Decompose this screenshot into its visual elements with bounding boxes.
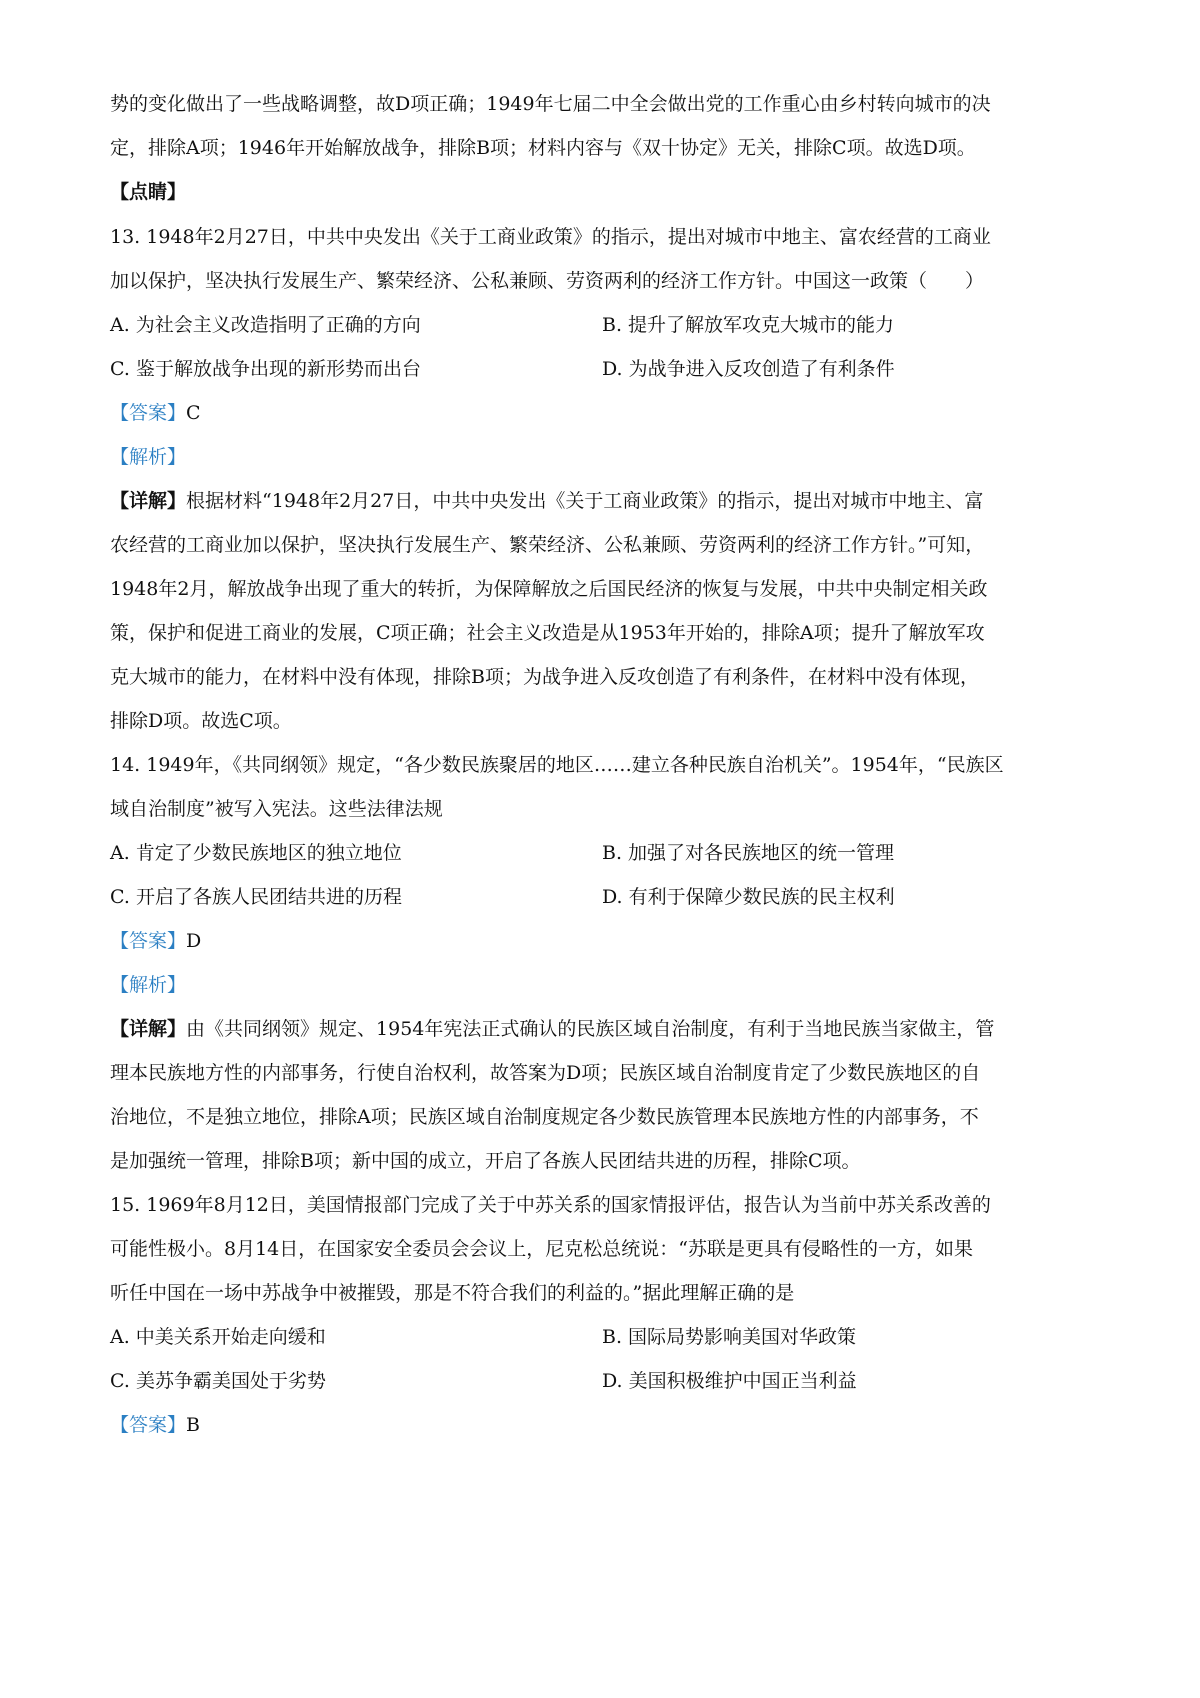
q13-detail-line: 排除D项。故选C项。 [110, 710, 292, 732]
answer-tag: 【答案】 [110, 402, 187, 424]
q13-stem-line: 加以保护，坚决执行发展生产、繁荣经济、公私兼顾、劳资两利的经济工作方针。中国这一政策（ ） [110, 270, 985, 292]
q15-stem-line: 15. 1969年8月12日，美国情报部门完成了关于中苏关系的国家情报评估，报告认为当前中苏关系改善的 [110, 1194, 991, 1216]
q13-option-b: B. 提升了解放军攻克大城市的能力 [602, 314, 895, 336]
q13-detail-line: 克大城市的能力，在材料中没有体现，排除B项；为战争进入反攻创造了有利条件，在材料中没有体现， [110, 666, 979, 688]
answer-value: C [186, 402, 201, 424]
q13-detail-line: 农经营的工商业加以保护，坚决执行发展生产、繁荣经济、公私兼顾、劳资两利的经济工作方针。”可知， [110, 534, 985, 556]
q14-stem-line: 14. 1949年，《共同纲领》规定，“各少数民族聚居的地区……建立各种民族自治机关”。1954年，“民族区 [110, 754, 1004, 776]
q14-answer [110, 926, 1100, 956]
answer-tag: 【答案】 [110, 1414, 187, 1436]
dianjing-heading: 【点睛】 [110, 181, 187, 203]
q14-stem-line: 域自治制度”被写入宪法。这些法律法规 [110, 798, 443, 820]
q14-detail-line: 是加强统一管理，排除B项；新中国的成立，开启了各族人民团结共进的历程，排除C项。 [110, 1150, 861, 1172]
q13-option-c: C. 鉴于解放战争出现的新形势而出台 [110, 358, 421, 380]
q13-analysis-tag: 【解析】 [110, 446, 187, 468]
q13-option-d: D. 为战争进入反攻创造了有利条件 [602, 358, 895, 380]
q13-detail-line [110, 486, 1100, 516]
q15-stem-line: 可能性极小。8月14日，在国家安全委员会会议上，尼克松总统说：“苏联是更具有侵略性的一方，如果 [110, 1238, 973, 1260]
q14-option-c: C. 开启了各族人民团结共进的历程 [110, 886, 402, 908]
q14-option-a: A. 肯定了少数民族地区的独立地位 [110, 842, 402, 864]
q14-option-d: D. 有利于保障少数民族的民主权利 [602, 886, 895, 908]
detail-text: 根据材料“1948年2月27日，中共中央发出《关于工商业政策》的指示，提出对城市中地主、富 [186, 490, 984, 512]
q14-analysis-tag: 【解析】 [110, 974, 187, 996]
q14-option-b: B. 加强了对各民族地区的统一管理 [602, 842, 895, 864]
answer-value: B [186, 1414, 200, 1436]
q14-detail-line [110, 1014, 1100, 1044]
q13-detail-line: 1948年2月，解放战争出现了重大的转折，为保障解放之后国民经济的恢复与发展，中共中央制定相关政 [110, 578, 988, 600]
detail-text: 由《共同纲领》规定、1954年宪法正式确认的民族区域自治制度，有利于当地民族当家做主，管 [186, 1018, 995, 1040]
detail-tag: 【详解】 [110, 490, 187, 512]
q15-option-d: D. 美国积极维护中国正当利益 [602, 1370, 857, 1392]
q13-answer [110, 398, 1100, 428]
q15-answer [110, 1410, 1100, 1440]
q13-detail-line: 策，保护和促进工商业的发展，C项正确；社会主义改造是从1953年开始的，排除A项；提升了解放军攻 [110, 622, 985, 644]
answer-value: D [186, 930, 202, 952]
q15-option-c: C. 美苏争霸美国处于劣势 [110, 1370, 326, 1392]
paragraph-line: 势的变化做出了一些战略调整，故D项正确；1949年七届二中全会做出党的工作重心由乡村转向城市的决 [110, 93, 991, 115]
q14-detail-line: 治地位，不是独立地位，排除A项；民族区域自治制度规定各少数民族管理本民族地方性的内部事务，不 [110, 1106, 979, 1128]
answer-tag: 【答案】 [110, 930, 187, 952]
paragraph-line: 定，排除A项；1946年开始解放战争，排除B项；材料内容与《双十协定》无关，排除C项。故选D项。 [110, 137, 976, 159]
q14-detail-line: 理本民族地方性的内部事务，行使自治权利，故答案为D项；民族区域自治制度肯定了少数民族地区的自 [110, 1062, 981, 1084]
q15-option-a: A. 中美关系开始走向缓和 [110, 1326, 326, 1348]
q13-stem-line: 13. 1948年2月27日，中共中央发出《关于工商业政策》的指示，提出对城市中地主、富农经营的工商业 [110, 226, 991, 248]
q15-option-b: B. 国际局势影响美国对华政策 [602, 1326, 857, 1348]
q15-stem-line: 听任中国在一场中苏战争中被摧毁，那是不符合我们的利益的。”据此理解正确的是 [110, 1282, 795, 1304]
detail-tag: 【详解】 [110, 1018, 187, 1040]
q13-option-a: A. 为社会主义改造指明了正确的方向 [110, 314, 421, 336]
